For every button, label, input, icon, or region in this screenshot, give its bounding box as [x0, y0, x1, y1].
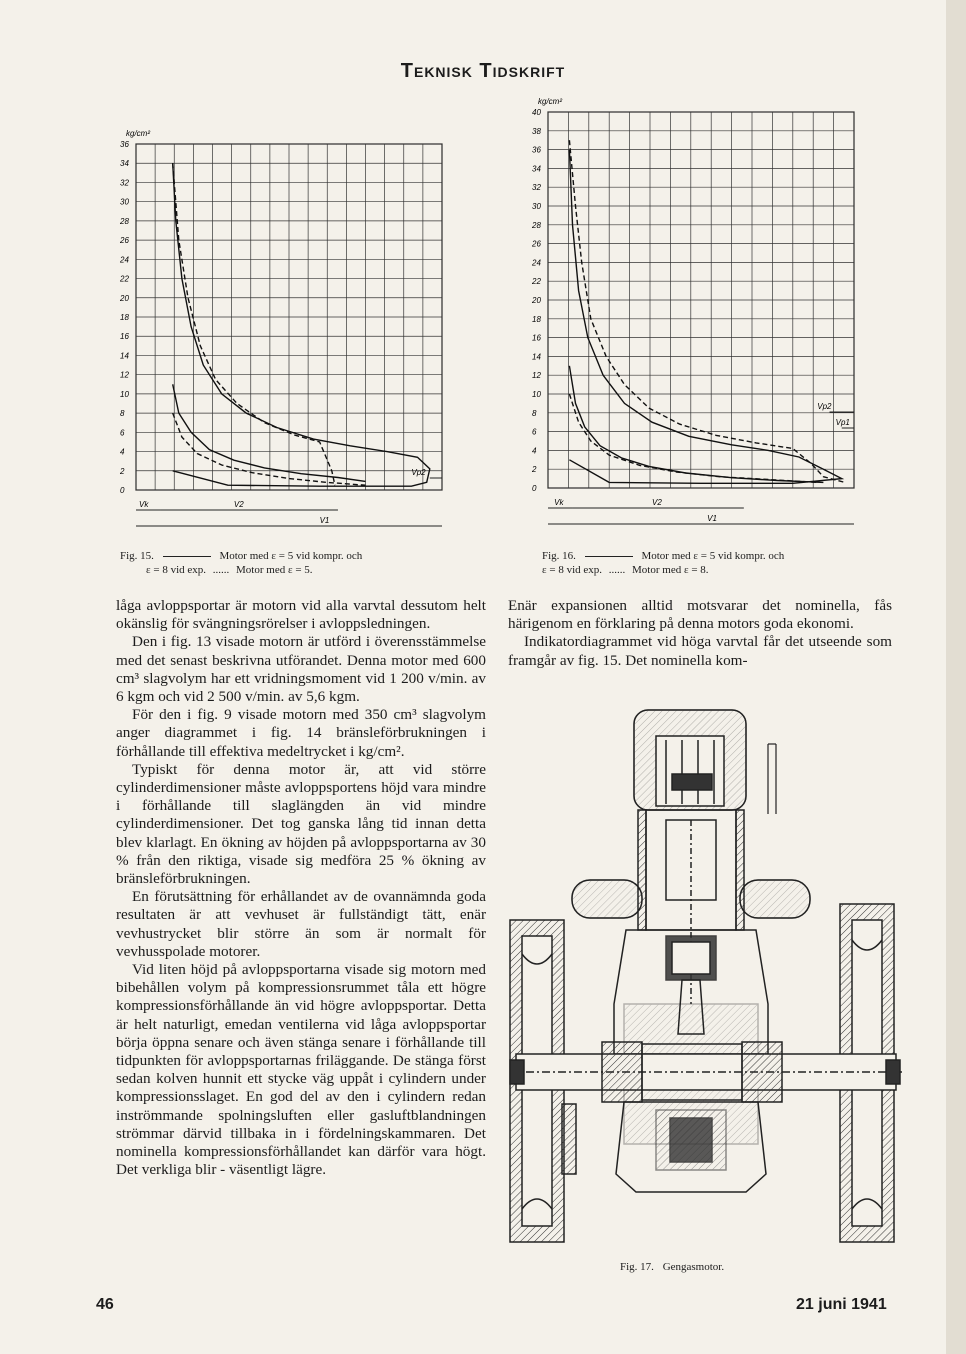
y-tick-label: 36	[120, 140, 129, 149]
y-tick-label: 32	[120, 178, 129, 188]
fig16-legend1-eps: ε = 5 vid kompr. och	[693, 550, 785, 562]
fig17-caption	[620, 1260, 860, 1274]
y-tick-label: 16	[120, 332, 129, 342]
expansion-curve-dashed	[173, 163, 335, 485]
y-tick-label: 22	[120, 274, 129, 284]
y-tick-label: 24	[532, 258, 541, 268]
y-tick-label: 6	[532, 427, 537, 437]
volume-label: V1	[707, 514, 717, 523]
y-tick-label: 34	[120, 159, 129, 169]
expansion-curve-dashed	[569, 140, 844, 482]
y-tick-label: 14	[532, 352, 541, 362]
expansion-curve-solid	[173, 163, 430, 486]
fig17-label: Fig. 17.	[620, 1261, 654, 1273]
compression-curve-solid	[173, 384, 366, 481]
paragraph: Vid liten höjd på avloppsportarna visade sig motorn med bibehållen volym på kompressionsrummet tåla ett högre kompressionsförhållande än vid högre avloppsportar. Detta är helt naturligt, emedan ventilerna vid låga avloppsportar börja öppna senare och även stänga senare i förhållande till tidpunkten för avloppsportarnas friläggande. De stänga först sedan kolven hunnit ett stycke väg uppåt i cylindern under kompressionsslaget. En god del av den i cylindern redan inströmmande spolningsluften eller gasluftblandningen strömmar därvid tillbaka in i fördelningskammaren. Det nominella kompressionsförhållandet kan därför vara högt. Det verkliga blir - väsentligt lägre.	[116, 961, 486, 1179]
cylinder-head	[634, 710, 746, 810]
y-tick-label: 20	[120, 293, 129, 303]
y-tick-label: 4	[532, 446, 537, 456]
page-number: 46	[96, 1296, 114, 1313]
y-tick-label: 24	[120, 255, 129, 265]
y-tick-label: 18	[120, 313, 129, 322]
y-tick-label: 12	[120, 370, 129, 380]
fig16-legend1b-text: ε = 8 vid exp.	[542, 564, 603, 576]
paragraph: låga avloppsportar är motorn vid alla varvtal dessutom helt okänslig för svängningsrörelser i avloppsledningen.	[116, 597, 486, 633]
paragraph: Den i fig. 13 visade motorn är utförd i överensstämmelse med det senast beskrivna utförandet. Denna motor med 600 cm³ slagvolym har ett vridningsmoment vid 1 200 v/min. av 6 kgm och vid 2 500 v/min. av 5,6 kgm.	[116, 633, 486, 706]
y-tick-label: 36	[532, 145, 541, 155]
y-tick-label: 28	[532, 220, 541, 230]
y-tick-label: 6	[120, 428, 125, 438]
y-tick-label: 38	[532, 126, 541, 136]
fig16-chart	[522, 84, 862, 548]
fig15-caption	[120, 549, 460, 577]
fig15-label: Fig. 15.	[120, 550, 154, 562]
y-tick-label: 28	[120, 216, 129, 226]
y-tick-label: 32	[532, 183, 541, 193]
y-tick-label: 0	[532, 484, 537, 493]
y-tick-label: 40	[532, 108, 541, 117]
y-axis-unit: kg/cm²	[538, 97, 562, 106]
right-text-column	[508, 597, 892, 670]
y-tick-label: 12	[532, 371, 541, 381]
volume-label: Vk	[139, 500, 149, 509]
paragraph: Indikatordiagrammet vid höga varvtal får det utseende som framgår av fig. 15. Det nominella kom-	[508, 633, 892, 669]
y-tick-label: 16	[532, 333, 541, 343]
issue-date: 21 juni 1941	[796, 1296, 887, 1313]
compression-curve-solid	[569, 366, 823, 483]
y-tick-label: 30	[532, 202, 541, 211]
left-text-column	[116, 597, 486, 1180]
y-tick-label: 30	[120, 197, 129, 207]
y-tick-label: 26	[532, 239, 541, 249]
y-tick-label: 14	[120, 351, 129, 361]
volume-label: V2	[233, 500, 244, 509]
y-tick-label: 2	[120, 466, 125, 476]
fig16-legend1-text: Motor med	[641, 550, 691, 562]
paragraph: För den i fig. 9 visade motorn med 350 cm³ slagvolym anger diagrammet i fig. 14 bränsleförbrukningen i förhållande till effektiva medeltrycket i kg/cm².	[116, 706, 486, 760]
paragraph: Enär expansionen alltid motsvarar det nominella, fås härigenom en förklaring på denna motors goda ekonomi.	[508, 597, 892, 633]
fig17-title: Gengasmotor.	[662, 1261, 725, 1273]
y-tick-label: 10	[120, 389, 129, 399]
page-edge	[946, 0, 966, 1354]
volume-label: Vk	[554, 498, 564, 507]
y-tick-label: 20	[532, 296, 541, 305]
fig15-legend1b-text: ε = 8 vid exp.	[146, 564, 207, 576]
volume-label: V1	[319, 516, 330, 525]
fig17-engine-drawing	[506, 704, 906, 1254]
fig16-solid-legend-icon	[585, 556, 633, 557]
paragraph: En förutsättning för erhållandet av de ovannämnda goda resultaten är att vevhuset är fullständigt tätt, enär vevhustrycket blir större än som är normalt för vevhusspolade motorer.	[116, 888, 486, 960]
fig16-caption	[542, 549, 872, 577]
fig15-dashed-legend-dots: ......	[212, 564, 230, 576]
y-tick-label: 10	[532, 390, 541, 399]
y-axis-unit: kg/cm²	[126, 129, 150, 138]
y-tick-label: 26	[120, 236, 129, 246]
y-tick-label: 2	[532, 465, 537, 475]
side-bracket	[768, 744, 776, 814]
y-tick-label: 18	[532, 314, 541, 324]
expansion-curve-solid	[569, 150, 841, 484]
fig15-solid-legend-icon	[163, 556, 211, 557]
fig16-dashed-legend-dots: ......	[608, 564, 626, 576]
fig15-chart	[108, 108, 468, 548]
y-tick-label: 4	[120, 447, 125, 457]
journal-header: Teknisk Tidskrift	[400, 60, 566, 82]
y-tick-label: 34	[532, 164, 541, 174]
fig15-legend1-eps: ε = 5 vid kompr. och	[271, 550, 363, 562]
paragraph: Typiskt för denna motor är, att vid större cylinderdimensioner måste avloppsportens höjd vara mindre i förhållande till slaglängden än vid mindre cylinderdimensioner. Det tog ganska lång tid innan detta blev klarlagt. En ökning av höjden på avloppsportarna av 30 % från den riktiga, visade sig medföra 25 % ökning av bränsleförbrukningen.	[116, 760, 486, 888]
fig15-legend2-text: Motor med ε = 5.	[236, 564, 313, 576]
volume-label: Vp2	[411, 468, 426, 477]
volume-label: V2	[652, 498, 662, 507]
fig16-label: Fig. 16.	[542, 550, 576, 562]
y-tick-label: 8	[120, 409, 125, 419]
y-tick-label: 22	[532, 277, 541, 287]
fig16-legend2-text: Motor med ε = 8.	[632, 564, 709, 576]
y-tick-label: 0	[120, 486, 125, 495]
y-tick-label: 8	[532, 408, 537, 418]
fig15-legend1-text: Motor med	[219, 550, 269, 562]
volume-label: Vp1	[835, 418, 850, 427]
volume-label: Vp2	[817, 402, 832, 411]
